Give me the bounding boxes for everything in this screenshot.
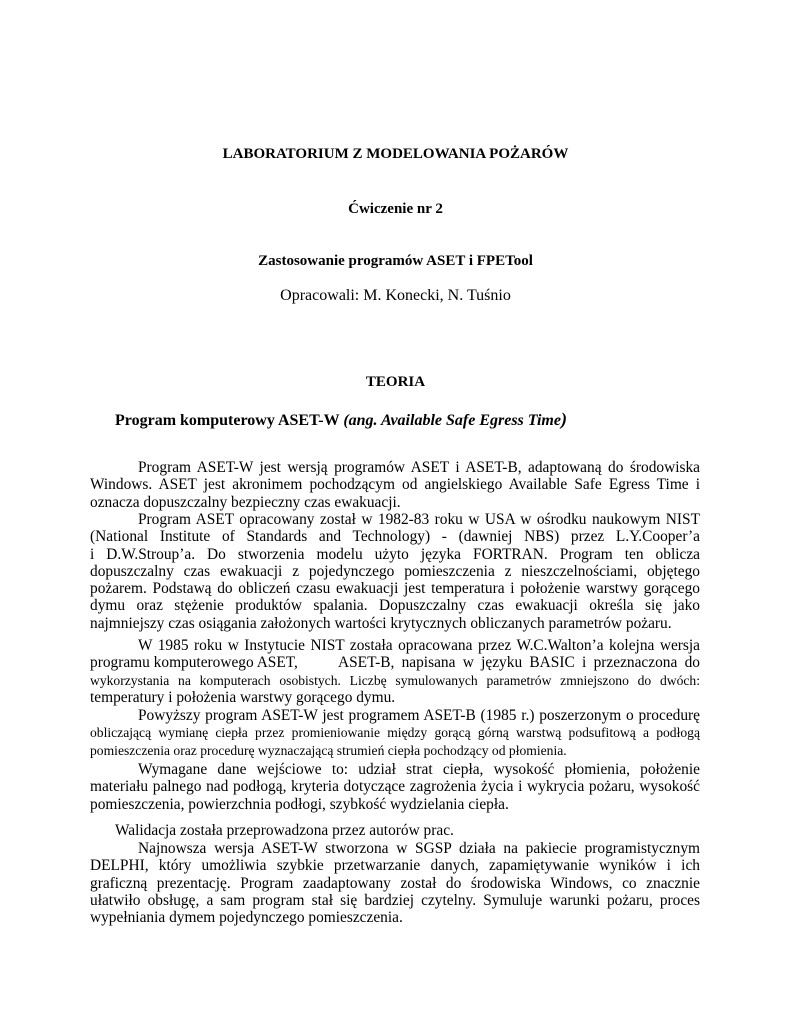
text-line: materiału palnego nad podłogą, kryteria dotyczące zagrożenia życia i wykrycia pożaru, wysokość <box>90 778 700 796</box>
text-line: graficzną prezentację. Program zaadaptowany został do środowiska Windows, co znacznie <box>90 874 700 892</box>
text-line: Najnowsza wersja ASET-W stworzona w SGSP działa na pakiecie programistycznym <box>138 840 700 857</box>
authors-line: Opracowali: M. Konecki, N. Tuśnio <box>280 287 511 304</box>
section-subtitle-close: ) <box>560 409 567 429</box>
exercise-subject: Zastosowanie programów ASET i FPETool <box>258 253 533 269</box>
section-title: Program komputerowy ASET-W <box>115 412 340 429</box>
text-line: pomieszczenia, powierzchnia podłogi, szybkość wydzielania ciepła. <box>90 795 509 813</box>
paragraph-1 <box>90 459 700 511</box>
text-line: oznacza dopuszczalny bezpieczny czas ewakuacji. <box>90 493 401 511</box>
text-line: najmniejszy czas osiągania założonych wartości krytycznych obliczanych parametrów pożaru. <box>90 614 672 632</box>
paragraph-6 <box>90 822 700 839</box>
text-line: wypełniania dymem pojedynczego pomieszczenia. <box>90 909 403 927</box>
text-line: W 1985 roku w Instytucie NIST została opracowana przez W.C.Walton’a kolejna wersja <box>138 637 700 654</box>
text-line: i D.W.Stroup’a. Do stworzenia modelu użyto języka FORTRAN. Program ten oblicza <box>90 545 700 563</box>
text-line: temperatury i położenia warstwy gorącego dymu. <box>90 688 396 706</box>
text-line: Walidacja została przeprowadzona przez autorów prac. <box>115 822 454 839</box>
section-heading <box>115 409 567 430</box>
text-line: Powyższy program ASET-W jest programem ASET-B (1985 r.) poszerzonym o procedurę <box>138 707 700 724</box>
paragraph-5 <box>90 761 700 813</box>
paragraph-7 <box>90 840 700 926</box>
exercise-number: Ćwiczenie nr 2 <box>348 201 443 217</box>
text-line-split <box>90 654 700 671</box>
section-subtitle: (ang. Available Safe Egress Time <box>343 412 561 429</box>
text-line: ASET-B, napisana w języku BASIC i przeznaczona do <box>338 654 700 672</box>
text-line: wykorzystania na komputerach osobistych. Liczbę symulowanych parametrów zmniejszono do dwóch: <box>90 672 700 688</box>
text-line: Windows. ASET jest akronimem pochodzącym od angielskiego Available Safe Egress Time i <box>90 476 700 494</box>
text-line: pożarem. Podstawą do obliczeń czasu ewakuacji jest temperatura i położenie warstwy gorącego <box>90 580 700 598</box>
text-line: programu komputerowego ASET, <box>90 654 298 672</box>
theory-heading: TEORIA <box>365 374 426 390</box>
text-line: obliczającą wymianę ciepła przez promieniowanie między gorącą górną warstwą podsufitową a podłogą <box>90 725 700 741</box>
text-line: Wymagane dane wejściowe to: udział strat ciepła, wysokość płomienia, położenie <box>138 761 700 778</box>
text-line: DELPHI, który umożliwia szybkie przetwarzanie danych, zapamiętywanie wyników i ich <box>90 857 700 875</box>
paragraph-3 <box>90 637 700 706</box>
document-title: LABORATORIUM Z MODELOWANIA POŻARÓW <box>222 146 569 162</box>
text-line: (National Institute of Standards and Technology) - (dawniej NBS) przez L.Y.Cooper’a <box>90 528 700 546</box>
text-line: pomieszczenia oraz procedurę wyznaczającą strumień ciepła pochodzący od płomienia. <box>90 742 567 758</box>
text-line: dymu oraz stężenie produktów spalania. Dopuszczalny czas ewakuacji określa się jako <box>90 597 700 615</box>
paragraph-2 <box>90 511 700 632</box>
text-line: dopuszczalny czas ewakuacji z pojedynczego pomieszczenia z nieszczelnościami, objętego <box>90 562 700 580</box>
text-line: Program ASET-W jest wersją programów ASET i ASET-B, adaptowaną do środowiska <box>138 459 700 476</box>
paragraph-4 <box>90 707 700 759</box>
text-line: Program ASET opracowany został w 1982-83 roku w USA w ośrodku naukowym NIST <box>138 511 700 528</box>
text-line: ułatwiło obsługę, a sam program stał się bardziej czytelny. Symuluje warunki pożaru, proces <box>90 891 700 909</box>
